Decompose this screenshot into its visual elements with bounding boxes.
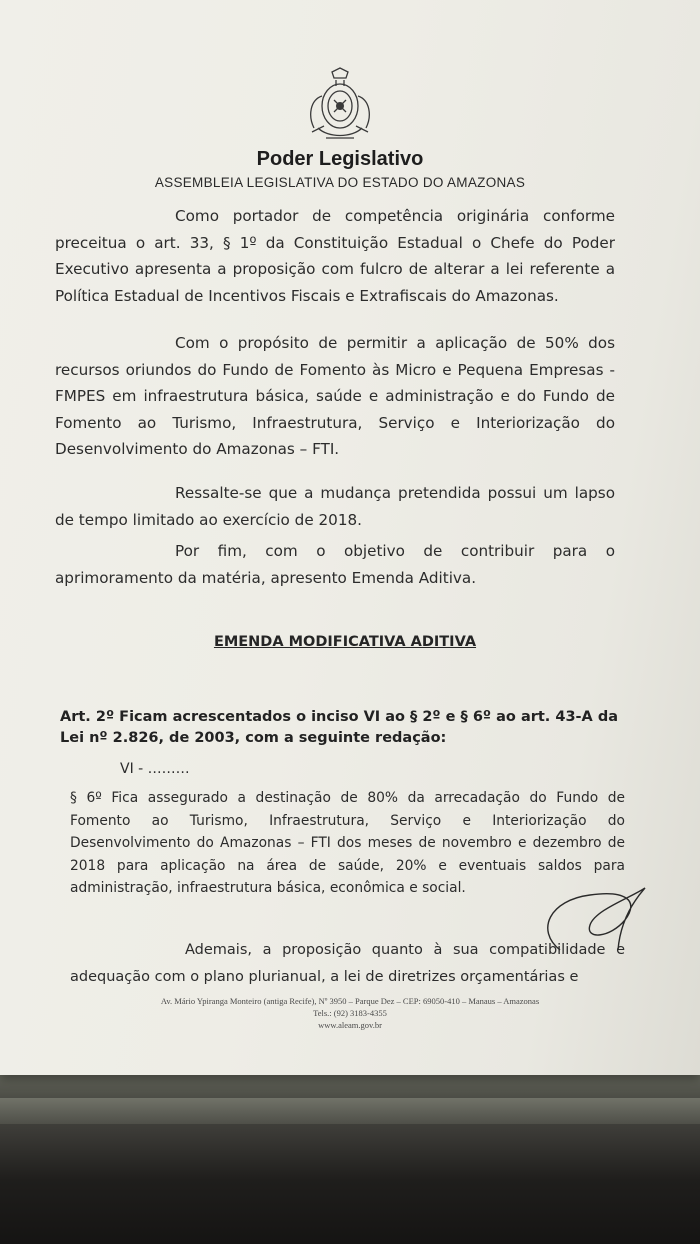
article-text: Art. 2º Ficam acrescentados o inciso VI ao § 2º e § 6º ao art. 43-A da Lei nº 2.826, de 2003, com a seguinte redação: [60,709,618,746]
closing-paragraph-text: Ademais, a proposição quanto à sua compatibilidade e adequação com o plano plurianual, a lei de diretrizes orçamentárias e [70,942,625,985]
footer [90,995,610,1031]
glass-edge [0,1098,700,1124]
header-subtitle: ASSEMBLEIA LEGISLATIVA DO ESTADO DO AMAZONAS [154,175,526,190]
coat-of-arms-seal [300,66,380,146]
footer-phone: Tels.: (92) 3183-4355 [313,1008,387,1018]
footer-website: www.aleam.gov.br [318,1020,382,1030]
paragraph-4-text: Por fim, com o objetivo de contribuir para o aprimoramento da matéria, apresento Emenda Aditiva. [55,542,615,587]
paragraph-2-text: Com o propósito de permitir a aplicação de 50% dos recursos oriundos do Fundo de Fomento às Micro e Pequena Empresas - FMPES em infraestrutura básica, saúde e administração e do Fundo de Fomento ao Turismo, Infraestrutura, Serviço e Interiorização do Desenvolvimento do Amazonas – FTI. [55,334,615,458]
paragraph-1-text: Como portador de competência originária conforme preceitua o art. 33, § 1º da Constituição Estadual o Chefe do Poder Executivo apresenta a proposição com fulcro de alterar a lei referente a Política Estadual de Incentivos Fiscais e Extrafiscais do Amazonas. [55,207,615,305]
inciso-vi: VI - ……… [120,761,190,777]
handwritten-signature [530,880,660,960]
paragraph-6: § 6º Fica assegurado a destinação de 80% da arrecadação do Fundo de Fomento ao Turismo, Infraestrutura, Serviço e Interiorização do Desenvolvimento do Amazonas – FTI dos meses de novembro e dezembro de 2018 para aplicação na área de saúde, 20% e eventuais saldos para administração, infraestrutura básica, econômica e social. [70,790,625,896]
amendment-heading: EMENDA MODIFICATIVA ADITIVA [213,634,477,650]
paragraph-4 [55,538,615,591]
header-title: Poder Legislativo [256,148,424,170]
paragraph-2 [55,330,615,463]
paragraph-1 [55,203,615,309]
table-surface [0,1060,700,1244]
paragraph-3 [55,480,615,533]
footer-address: Av. Mário Ypiranga Monteiro (antiga Recife), Nº 3950 – Parque Dez – CEP: 69050-410 – Manaus – Amazonas [160,996,540,1006]
paragraph-3-text: Ressalte-se que a mudança pretendida possui um lapso de tempo limitado ao exercício de 2018. [55,484,615,529]
